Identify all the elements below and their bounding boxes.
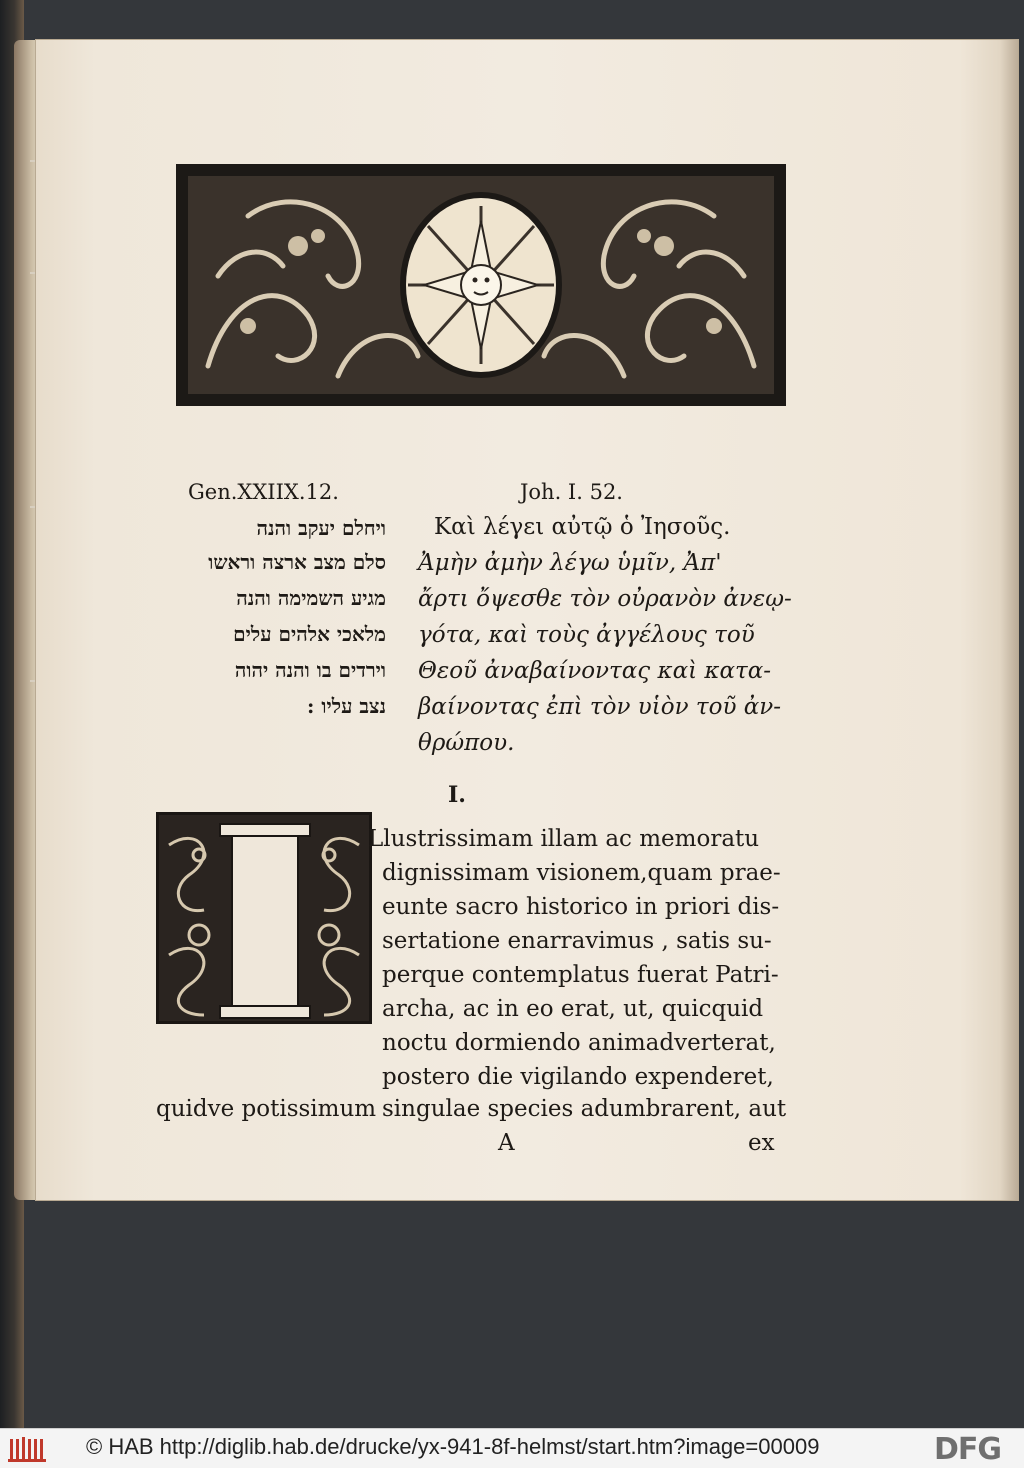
hebrew-line: ויחלם יעקב והנה	[256, 516, 386, 540]
greek-line: Θεοῦ ἀναβαίνοντας καὶ κατα-	[418, 658, 772, 684]
greek-line: Καὶ λέγει αὐτῷ ὁ Ἰησοῦς.	[434, 514, 731, 540]
body-line: perque contemplatus fuerat Patri-	[382, 962, 779, 988]
body-line: archa, ac in eo erat, ut, quicquid	[382, 996, 764, 1022]
hebrew-line: נצב עליו :	[307, 694, 386, 718]
hebrew-reference: Gen.XXIIX.12.	[188, 480, 339, 504]
hebrew-line: מגיע השמימה והנה	[236, 586, 386, 610]
hab-logo-icon	[8, 1435, 48, 1463]
footer-bar	[0, 1428, 1024, 1468]
headpiece-sun-icon	[188, 176, 774, 394]
signature-mark: A	[498, 1130, 515, 1156]
section-number: I.	[448, 782, 466, 808]
page-shadow	[1000, 40, 1018, 1200]
body-line: Llustrissimam illam ac memoratu	[368, 826, 760, 852]
dfg-logo: DFG	[934, 1432, 1002, 1467]
catchword: ex	[748, 1130, 775, 1156]
greek-line: θρώπου.	[418, 730, 515, 756]
hebrew-line: סלם מצב ארצה וראשו	[208, 550, 386, 574]
body-line: eunte sacro historico in priori dis-	[382, 894, 780, 920]
hebrew-line: מלאכי אלהים עלים	[233, 622, 386, 646]
greek-line: γότα, καὶ τοὺς ἀγγέλους τοῦ	[418, 622, 755, 648]
greek-reference: Joh. I. 52.	[520, 480, 623, 504]
initial-letter-i	[231, 823, 299, 1019]
body-line-left: quidve potissimum	[156, 1096, 377, 1122]
greek-line: ἄρτι ὄψεσθε τὸν οὐρανὸν ἀνεῳ-	[418, 586, 792, 612]
headpiece-ornament	[176, 164, 786, 406]
body-line: sertatione enarravimus , satis su-	[382, 928, 772, 954]
greek-line: βαίνοντας ἐπὶ τὸν υἱὸν τοῦ ἀν-	[418, 694, 782, 720]
body-line: postero die vigilando expenderet,	[382, 1064, 774, 1090]
copyright-url[interactable]: © HAB http://diglib.hab.de/drucke/yx-941-8f-helmst/start.htm?image=00009	[86, 1434, 820, 1459]
greek-line: Ἀμὴν ἀμὴν λέγω ὑμῖν, Ἀπ'	[418, 550, 722, 576]
body-line: dignissimam visionem,quam prae-	[382, 860, 781, 886]
initial-i-ornament	[156, 812, 372, 1024]
hebrew-line: וירדים בו והנה יהוה	[234, 658, 386, 682]
body-line: singulae species adumbrarent, aut	[382, 1096, 787, 1122]
book-page	[36, 40, 1018, 1200]
body-line: noctu dormiendo animadverterat,	[382, 1030, 776, 1056]
